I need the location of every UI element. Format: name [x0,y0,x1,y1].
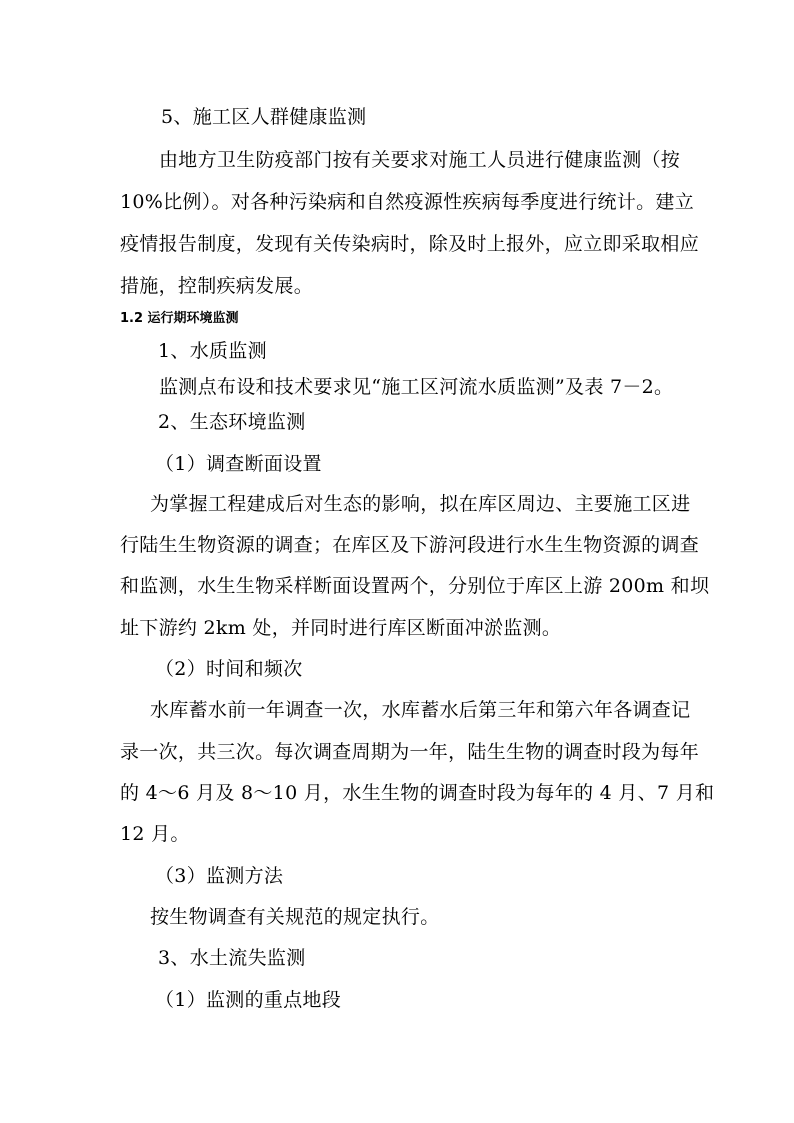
paragraph-line: 监测点布设和技术要求见“施工区河流水质监测”及表 7－2。 [159,376,674,398]
paragraph-line: 录一次，共三次。每次调查周期为一年，陆生生物的调查时段为每年 [120,741,700,763]
heading-water-quality: 1、水质监测 [158,340,267,362]
subheading-survey-sections: （1）调查断面设置 [155,453,322,475]
paragraph-line: 按生物调查有关规范的规定执行。 [150,906,440,928]
paragraph-line: 为掌握工程建成后对生态的影响，拟在库区周边、主要施工区进 [150,493,691,515]
paragraph-line: 水库蓄水前一年调查一次，水库蓄水后第三年和第六年各调查记 [150,699,691,721]
subheading-time-frequency: （2）时间和频次 [155,658,303,680]
heading-health-monitoring: 5、施工区人群健康监测 [161,106,367,128]
paragraph-line: 和监测，水生生物采样断面设置两个，分别位于库区上游 200m 和坝 [120,575,710,597]
paragraph-line: 12 月。 [120,823,190,845]
subheading-monitoring-method: （3）监测方法 [155,865,284,887]
heading-soil-erosion: 3、水土流失监测 [158,947,306,969]
paragraph-line: 行陆生生物资源的调查；在库区及下游河段进行水生生物资源的调查 [120,534,700,556]
paragraph-line: 的 4～6 月及 8～10 月，水生生物的调查时段为每年的 4 月、7 月和 [120,782,715,804]
paragraph-line: 由地方卫生防疫部门按有关要求对施工人员进行健康监测（按 [159,149,681,171]
paragraph-line: 措施，控制疾病发展。 [120,275,314,297]
paragraph-line: 疫情报告制度，发现有关传染病时，除及时上报外，应立即采取相应 [120,233,700,255]
section-heading-operation-period: 1.2 运行期环境监测 [120,311,239,326]
heading-ecological-monitoring: 2、生态环境监测 [158,411,306,433]
paragraph-line: 10%比例）。对各种污染病和自然疫源性疾病每季度进行统计。建立 [120,191,695,213]
paragraph-line: 址下游约 2km 处，并同时进行库区断面冲淤监测。 [120,617,562,639]
subheading-key-areas: （1）监测的重点地段 [155,989,342,1011]
